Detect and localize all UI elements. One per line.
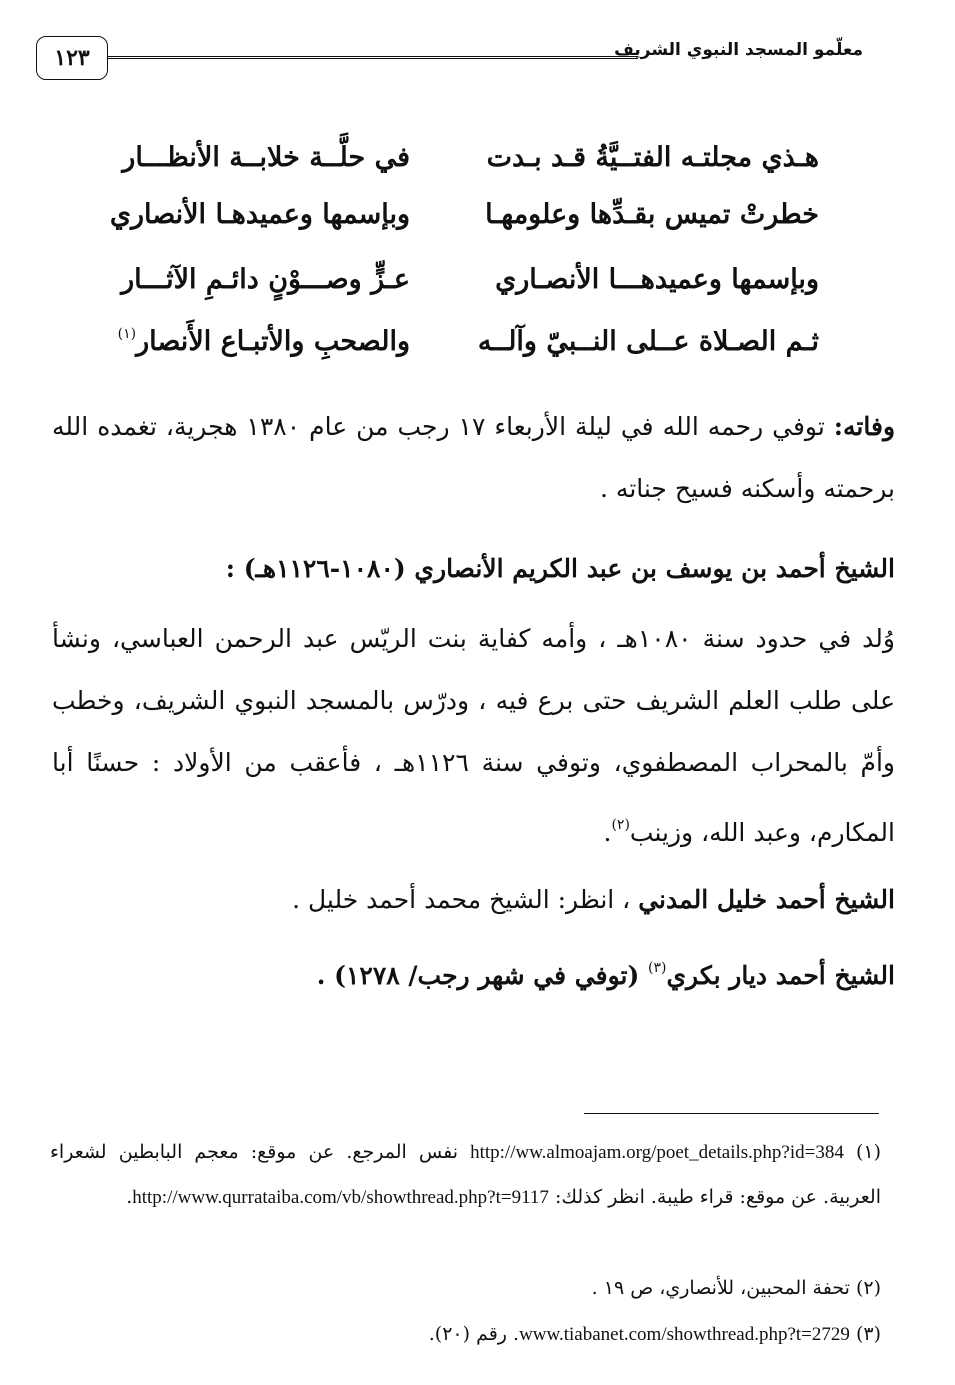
entry-ahmad-khalil: [292, 885, 895, 914]
footnote-2-text: تحفة المحبين، للأنصاري، ص ١٩ .: [591, 1277, 856, 1299]
footnote-3-text: . رقم (٢٠).: [428, 1323, 520, 1345]
poem-verse-3-second-hemistich: عـزٍّ وصـــوْنٍ دائـمِ الآثـــار: [121, 264, 410, 295]
running-header-title: معلّمو المسجد النبوي الشريف: [614, 40, 863, 60]
poem-verse-1-second-hemistich: في حلَّــة خلابــة الأنظـــار: [122, 142, 410, 173]
death-label: وفاته:: [833, 412, 896, 441]
poem-verse-4-second-text: والصحبِ والأتبـاع الأَنصار: [136, 326, 410, 357]
header-rule: [108, 56, 638, 59]
entry-ahmad-khalil-name: الشيخ أحمد خليل المدني: [638, 885, 895, 914]
footnote-2: [50, 1266, 881, 1310]
entry-body-ahmad-ansari: [52, 608, 895, 864]
entry-ahmad-diyar-bakri-rest: (توفي في شهر رجب/ ١٢٧٨) .: [316, 961, 648, 990]
poem-verse-4-first-hemistich: ثـم الصـلاة عــلى النــبيّ وآلــه: [477, 326, 819, 357]
poem-verse-1-first-hemistich: هـذي مجلتـه الفتــيَّةُ قـد بـدت: [486, 142, 819, 173]
death-paragraph: [52, 396, 895, 520]
poem-verse-2-second-hemistich: وبإسمها وعميدهـا الأنصاري: [109, 199, 410, 230]
poem-verse-3-first-hemistich: وبإسمها وعميدهـــا الأنصـاري: [495, 264, 819, 295]
poem-verse-4-second-hemistich: [118, 326, 410, 357]
entry-ahmad-khalil-see: ، انظر: الشيخ محمد أحمد خليل .: [292, 885, 631, 914]
entry-body-end: .: [603, 818, 612, 847]
entry-heading-ahmad-ansari: الشيخ أحمد بن يوسف بن عبد الكريم الأنصاري (١٠٨٠-١١٢٦هـ) :: [225, 554, 895, 583]
footnote-1-number: (١): [855, 1141, 881, 1163]
footnote-3-number: (٣): [855, 1323, 881, 1345]
footnote-1-link-1[interactable]: http://ww.almoajam.org/poet_details.php?id=384: [470, 1142, 844, 1163]
page-number: ١٢٣: [36, 36, 108, 80]
death-text: توفي رحمه الله في ليلة الأربعاء ١٧ رجب من عام ١٣٨٠ هجرية، تغمده الله برحمته وأسكنه فسيح جناته .: [52, 412, 895, 503]
footnote-ref-3[interactable]: (٣): [647, 960, 667, 976]
footnote-3: [50, 1312, 881, 1357]
footnote-ref-2[interactable]: (٢): [611, 817, 630, 833]
footnote-ref-1[interactable]: (١): [117, 326, 137, 342]
footnote-1: [50, 1130, 881, 1220]
footnote-1-text: نفس المرجع. عن موقع: معجم البابطين لشعراء العربية. عن موقع: قراء طيبة. انظر كذلك:: [50, 1141, 881, 1208]
footnote-3-link[interactable]: www.tiabanet.com/showthread.php?t=2729: [519, 1324, 850, 1345]
footnote-1-link-2[interactable]: http://www.qurrataiba.com/vb/showthread.php?t=9117: [132, 1187, 549, 1208]
footnote-2-number: (٢): [855, 1277, 881, 1299]
poem-verse-2-first-hemistich: خطرتْ تميس بقـدِّها وعلومهـا: [485, 199, 819, 230]
footnote-separator: [584, 1113, 879, 1114]
entry-ahmad-diyar-bakri-name: الشيخ أحمد ديار بكري: [666, 961, 895, 990]
entry-ahmad-diyar-bakri: [317, 960, 895, 990]
entry-body-text: وُلد في حدود سنة ١٠٨٠هـ ، وأمه كفاية بنت الريّس عبد الرحمن العباسي، ونشأ على طلب العلم الشريف حتى برع فيه ، ودرّس بالمسجد النبوي الشريف، وخطب وأمّ بالمحراب المصطفوي، وتوفي سنة ١١٢٦هـ ، فأعقب من الأولاد : حسنًا أبا المكارم، وعبد الله، وزينب: [52, 624, 895, 847]
footnote-1-end: .: [126, 1186, 133, 1208]
